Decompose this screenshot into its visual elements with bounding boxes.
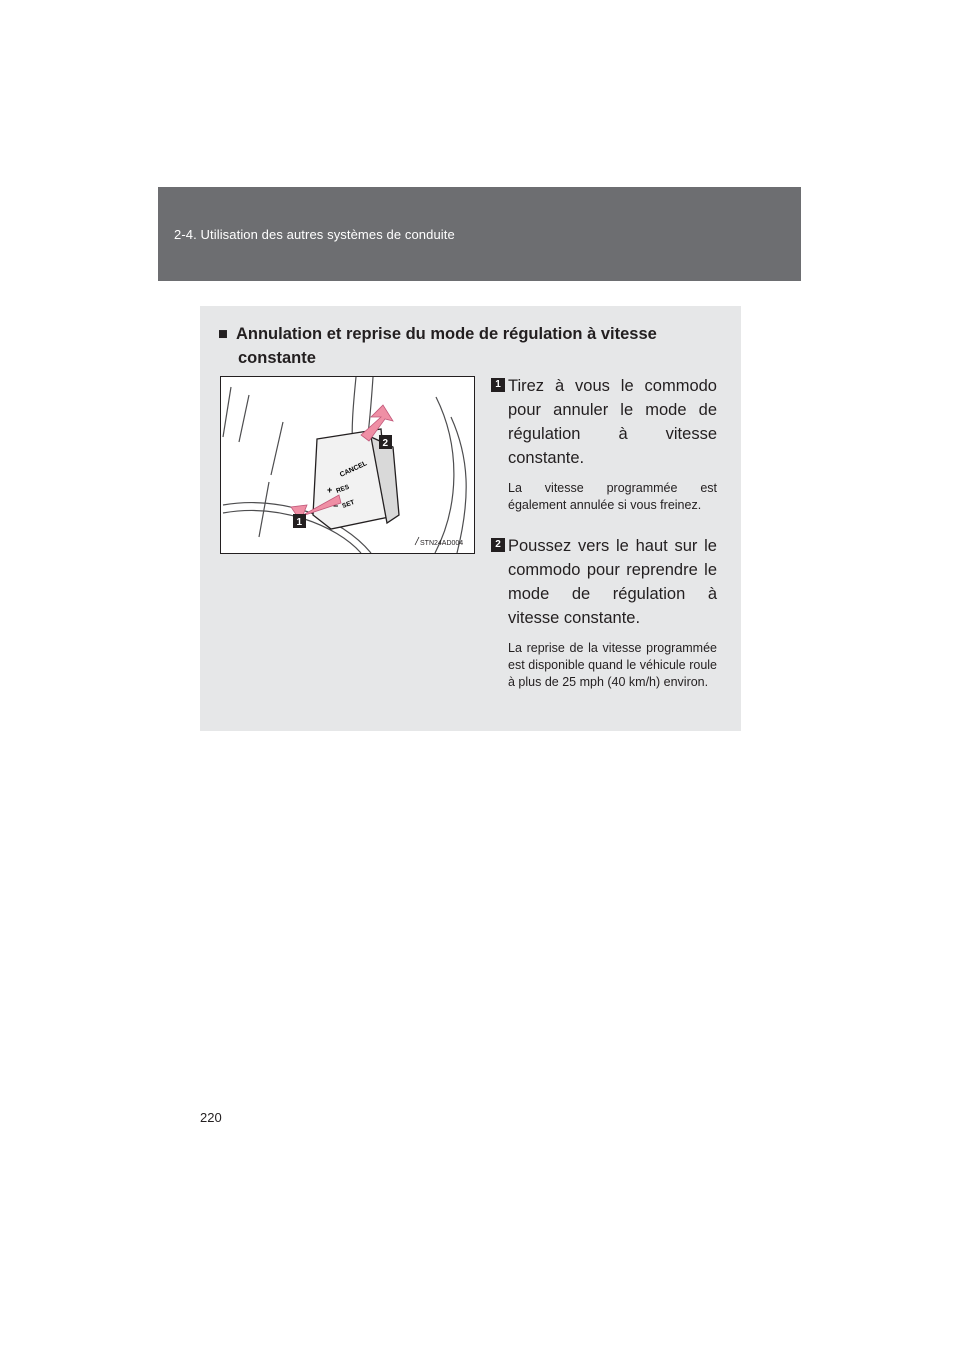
cruise-control-lever-illustration [220, 376, 475, 554]
figure-code: STN24AD004 [420, 540, 464, 547]
chapter-header-bar [158, 187, 801, 281]
section-heading [218, 322, 718, 370]
callout-2-label: 2 [382, 438, 389, 449]
content-panel [200, 306, 741, 731]
step-1-number-icon: 1 [491, 378, 505, 392]
step-2-instruction: Poussez vers le haut sur le commodo pour reprendre le mode de régulation à vitesse constante. [508, 537, 717, 627]
step-2-note: La reprise de la vitesse programmée est disponible quand le véhicule roule à plus de 25 mph (40 km/h) environ. [508, 641, 717, 689]
page-number: 220 [200, 1110, 222, 1125]
square-bullet-icon: ■ [218, 325, 228, 343]
callout-1-label: 1 [296, 517, 303, 528]
step-1-note: La vitesse programmée est également annulée si vous freinez. [508, 481, 717, 512]
section-heading-line-2: constante [238, 349, 316, 367]
plus-label: + [327, 485, 333, 495]
chapter-title: 2-4. Utilisation des autres systèmes de conduite [174, 227, 455, 242]
step-1 [491, 374, 717, 514]
step-2-number-icon: 2 [491, 538, 505, 552]
minus-label: − [333, 501, 339, 511]
cancel-label: CANCEL [338, 460, 369, 479]
section-heading-line-1: Annulation et reprise du mode de régulation à vitesse [235, 325, 657, 343]
set-label: SET [341, 498, 356, 510]
res-label: RES [335, 483, 351, 495]
step-2 [491, 534, 717, 691]
step-1-instruction: Tirez à vous le commodo pour annuler le mode de régulation à vitesse constante. [508, 377, 717, 467]
